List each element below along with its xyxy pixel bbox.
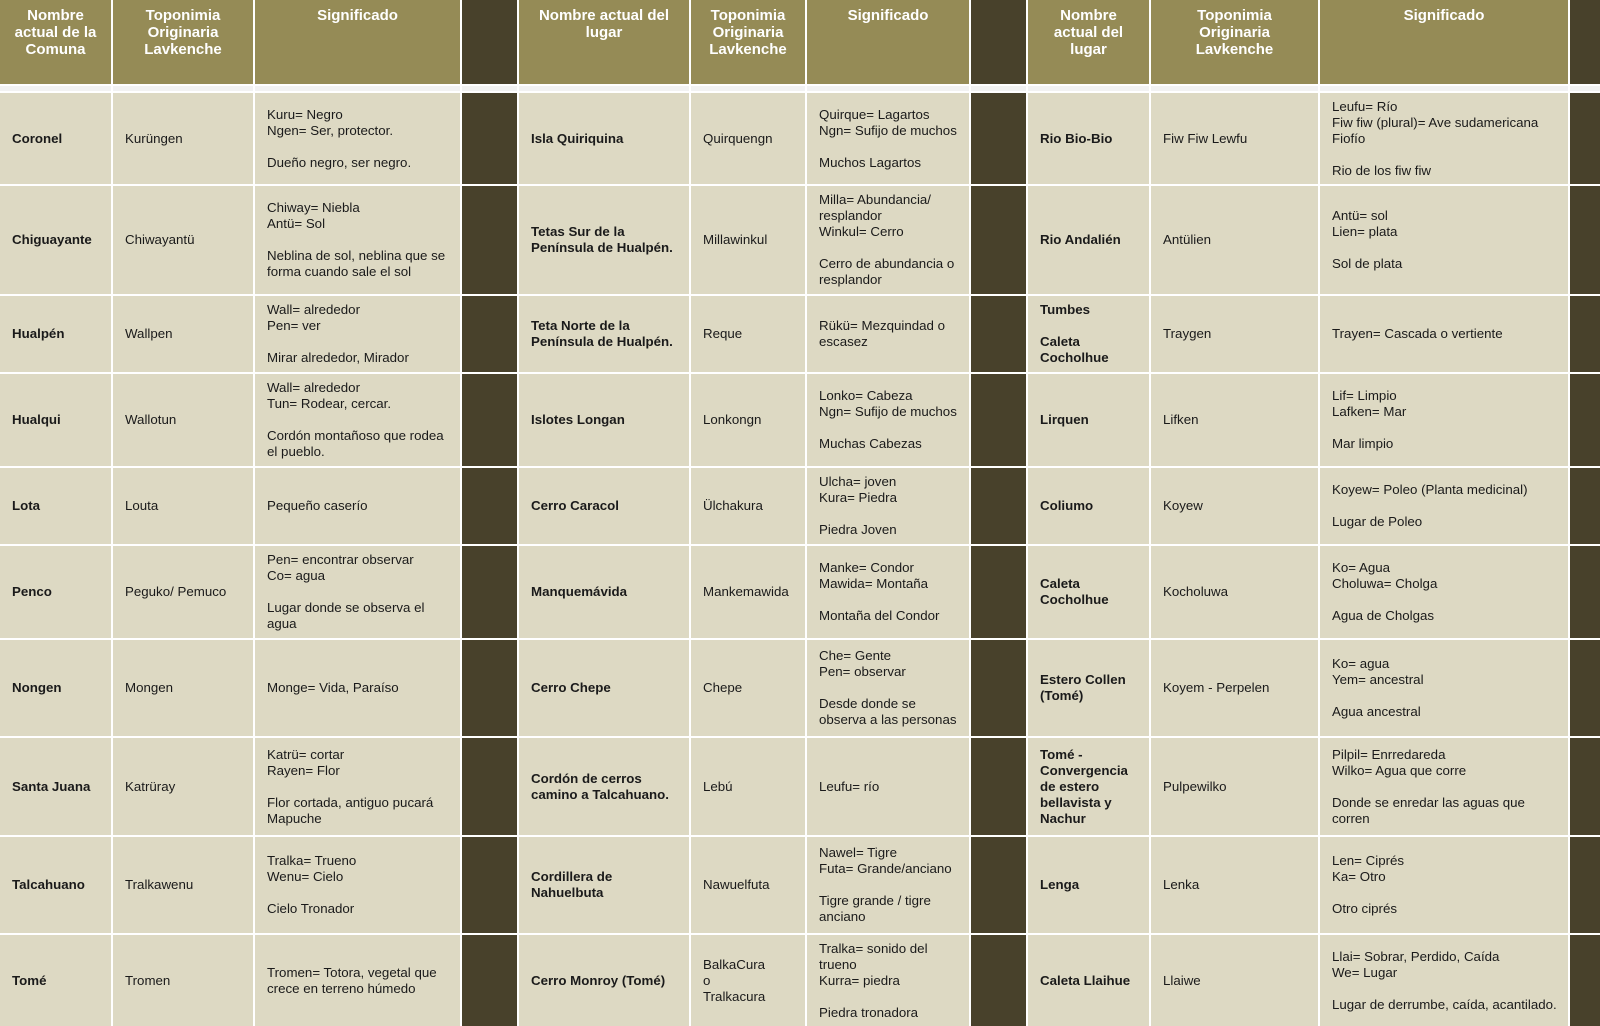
cell-original-toponym: Peguko/ Pemuco — [113, 546, 253, 638]
cell-original-toponym: Lifken — [1151, 374, 1318, 466]
separator-column — [462, 468, 517, 544]
cell-original-toponym: Kurüngen — [113, 93, 253, 184]
cell-original-toponym: Chepe — [691, 640, 805, 736]
header-original-toponym: Toponimia Originaria Lavkenche — [1151, 0, 1318, 84]
separator-column — [1570, 468, 1600, 544]
cell-meaning: Lonko= Cabeza Ngn= Sufijo de muchos Muchas Cabezas — [807, 374, 969, 466]
cell-original-toponym: Antülien — [1151, 186, 1318, 294]
cell-meaning: Tralka= Trueno Wenu= Cielo Cielo Tronador — [255, 837, 460, 933]
cell-current-name: Estero Collen (Tomé) — [1028, 640, 1149, 736]
cell-current-name: Isla Quiriquina — [519, 93, 689, 184]
cell-current-name: Cerro Monroy (Tomé) — [519, 935, 689, 1026]
cell-current-name: Tomé - Convergencia de estero bellavista y Nachur — [1028, 738, 1149, 835]
cell-current-name: Coronel — [0, 93, 111, 184]
separator-column — [462, 186, 517, 294]
cell-original-toponym: Lenka — [1151, 837, 1318, 933]
cell-current-name: Chiguayante — [0, 186, 111, 294]
cell-meaning: Pequeño caserío — [255, 468, 460, 544]
separator-column — [1570, 0, 1600, 84]
cell-current-name: Hualpén — [0, 296, 111, 372]
spacer — [1320, 86, 1568, 91]
cell-meaning: Antü= sol Lien= plata Sol de plata — [1320, 186, 1568, 294]
cell-original-toponym: Koyem - Perpelen — [1151, 640, 1318, 736]
cell-original-toponym: Reque — [691, 296, 805, 372]
cell-original-toponym: Kocholuwa — [1151, 546, 1318, 638]
cell-meaning: Rükü= Mezquindad o escasez — [807, 296, 969, 372]
header-meaning: Significado — [255, 0, 460, 84]
spacer — [807, 86, 969, 91]
cell-original-toponym: Katrüray — [113, 738, 253, 835]
header-original-toponym: Toponimia Originaria Lavkenche — [113, 0, 253, 84]
separator-column — [971, 935, 1026, 1026]
header-original-toponym: Toponimia Originaria Lavkenche — [691, 0, 805, 84]
separator-column — [462, 935, 517, 1026]
separator-column — [1570, 837, 1600, 933]
cell-meaning: Ulcha= joven Kura= Piedra Piedra Joven — [807, 468, 969, 544]
separator-column — [971, 296, 1026, 372]
spacer — [971, 86, 1026, 91]
cell-meaning: Ko= Agua Choluwa= Cholga Agua de Cholgas — [1320, 546, 1568, 638]
cell-current-name: Lirquen — [1028, 374, 1149, 466]
separator-column — [971, 640, 1026, 736]
spacer — [519, 86, 689, 91]
cell-meaning: Tralka= sonido del trueno Kurra= piedra Piedra tronadora — [807, 935, 969, 1026]
separator-column — [1570, 640, 1600, 736]
cell-meaning: Tromen= Totora, vegetal que crece en terreno húmedo — [255, 935, 460, 1026]
cell-current-name: Santa Juana — [0, 738, 111, 835]
cell-meaning: Llai= Sobrar, Perdido, Caída We= Lugar Lugar de derrumbe, caída, acantilado. — [1320, 935, 1568, 1026]
cell-original-toponym: Nawuelfuta — [691, 837, 805, 933]
cell-original-toponym: Fiw Fiw Lewfu — [1151, 93, 1318, 184]
separator-column — [1570, 374, 1600, 466]
spacer — [0, 86, 111, 91]
cell-current-name: Tomé — [0, 935, 111, 1026]
cell-meaning: Pen= encontrar observar Co= agua Lugar donde se observa el agua — [255, 546, 460, 638]
cell-current-name: Cerro Chepe — [519, 640, 689, 736]
cell-original-toponym: Mankemawida — [691, 546, 805, 638]
cell-meaning: Leufu= río — [807, 738, 969, 835]
cell-original-toponym: Tromen — [113, 935, 253, 1026]
cell-current-name: Talcahuano — [0, 837, 111, 933]
cell-meaning: Ko= agua Yem= ancestral Agua ancestral — [1320, 640, 1568, 736]
header-current-name: Nombre actual del lugar — [519, 0, 689, 84]
cell-current-name: Islotes Longan — [519, 374, 689, 466]
separator-column — [971, 546, 1026, 638]
cell-meaning: Milla= Abundancia/ resplandor Winkul= Cerro Cerro de abundancia o resplandor — [807, 186, 969, 294]
separator-column — [1570, 296, 1600, 372]
cell-meaning: Wall= alrededor Pen= ver Mirar alrededor, Mirador — [255, 296, 460, 372]
header-current-name: Nombre actual del lugar — [1028, 0, 1149, 84]
cell-current-name: Rio Andalién — [1028, 186, 1149, 294]
separator-column — [462, 0, 517, 84]
cell-meaning: Leufu= Río Fiw fiw (plural)= Ave sudamericana Fiofío Rio de los fiw fiw — [1320, 93, 1568, 184]
separator-column — [1570, 935, 1600, 1026]
cell-meaning: Katrü= cortar Rayen= Flor Flor cortada, antiguo pucará Mapuche — [255, 738, 460, 835]
cell-meaning: Nawel= Tigre Futa= Grande/anciano Tigre grande / tigre anciano — [807, 837, 969, 933]
cell-original-toponym: Wallpen — [113, 296, 253, 372]
cell-current-name: Teta Norte de la Península de Hualpén. — [519, 296, 689, 372]
cell-meaning: Manke= Condor Mawida= Montaña Montaña del Condor — [807, 546, 969, 638]
separator-column — [971, 837, 1026, 933]
cell-original-toponym: Koyew — [1151, 468, 1318, 544]
cell-current-name: Lenga — [1028, 837, 1149, 933]
cell-meaning: Che= Gente Pen= observar Desde donde se observa a las personas — [807, 640, 969, 736]
cell-meaning: Pilpil= Enrredareda Wilko= Agua que corre Donde se enredar las aguas que corren — [1320, 738, 1568, 835]
spacer — [113, 86, 253, 91]
separator-column — [971, 374, 1026, 466]
cell-original-toponym: Ülchakura — [691, 468, 805, 544]
spacer — [462, 86, 517, 91]
cell-current-name: Nongen — [0, 640, 111, 736]
cell-current-name: Coliumo — [1028, 468, 1149, 544]
separator-column — [462, 93, 517, 184]
spacer — [1151, 86, 1318, 91]
cell-original-toponym: Tralkawenu — [113, 837, 253, 933]
spacer — [1570, 86, 1600, 91]
cell-original-toponym: Llaiwe — [1151, 935, 1318, 1026]
cell-original-toponym: Quirquengn — [691, 93, 805, 184]
cell-original-toponym: Lonkongn — [691, 374, 805, 466]
cell-original-toponym: Lebú — [691, 738, 805, 835]
separator-column — [971, 468, 1026, 544]
cell-current-name: Lota — [0, 468, 111, 544]
separator-column — [1570, 186, 1600, 294]
header-meaning: Significado — [807, 0, 969, 84]
cell-meaning: Quirque= Lagartos Ngn= Sufijo de muchos Muchos Lagartos — [807, 93, 969, 184]
separator-column — [1570, 546, 1600, 638]
separator-column — [462, 640, 517, 736]
cell-meaning: Monge= Vida, Paraíso — [255, 640, 460, 736]
separator-column — [971, 93, 1026, 184]
header-current-name: Nombre actual de la Comuna — [0, 0, 111, 84]
cell-meaning: Chiway= Niebla Antü= Sol Neblina de sol, neblina que se forma cuando sale el sol — [255, 186, 460, 294]
separator-column — [462, 738, 517, 835]
separator-column — [971, 0, 1026, 84]
cell-original-toponym: Pulpewilko — [1151, 738, 1318, 835]
separator-column — [971, 738, 1026, 835]
cell-meaning: Koyew= Poleo (Planta medicinal) Lugar de Poleo — [1320, 468, 1568, 544]
cell-current-name: Cordón de cerros camino a Talcahuano. — [519, 738, 689, 835]
cell-meaning: Trayen= Cascada o vertiente — [1320, 296, 1568, 372]
cell-meaning: Kuru= Negro Ngen= Ser, protector. Dueño negro, ser negro. — [255, 93, 460, 184]
separator-column — [462, 546, 517, 638]
cell-original-toponym: Wallotun — [113, 374, 253, 466]
spacer — [691, 86, 805, 91]
spacer — [255, 86, 460, 91]
cell-current-name: Tetas Sur de la Península de Hualpén. — [519, 186, 689, 294]
cell-current-name: Caleta Llaihue — [1028, 935, 1149, 1026]
cell-current-name: Manquemávida — [519, 546, 689, 638]
cell-current-name: Cordillera de Nahuelbuta — [519, 837, 689, 933]
separator-column — [971, 186, 1026, 294]
separator-column — [462, 837, 517, 933]
cell-original-toponym: Louta — [113, 468, 253, 544]
header-meaning: Significado — [1320, 0, 1568, 84]
separator-column — [1570, 738, 1600, 835]
cell-original-toponym: Mongen — [113, 640, 253, 736]
separator-column — [1570, 93, 1600, 184]
cell-current-name: Rio Bio-Bio — [1028, 93, 1149, 184]
cell-current-name: Tumbes Caleta Cocholhue — [1028, 296, 1149, 372]
spacer — [1028, 86, 1149, 91]
cell-original-toponym: Traygen — [1151, 296, 1318, 372]
cell-original-toponym: Millawinkul — [691, 186, 805, 294]
cell-meaning: Len= Ciprés Ka= Otro Otro ciprés — [1320, 837, 1568, 933]
cell-original-toponym: Chiwayantü — [113, 186, 253, 294]
cell-current-name: Hualqui — [0, 374, 111, 466]
cell-current-name: Cerro Caracol — [519, 468, 689, 544]
separator-column — [462, 296, 517, 372]
cell-meaning: Lif= Limpio Lafken= Mar Mar limpio — [1320, 374, 1568, 466]
cell-current-name: Caleta Cocholhue — [1028, 546, 1149, 638]
separator-column — [462, 374, 517, 466]
cell-current-name: Penco — [0, 546, 111, 638]
cell-meaning: Wall= alrededor Tun= Rodear, cercar. Cordón montañoso que rodea el pueblo. — [255, 374, 460, 466]
cell-original-toponym: BalkaCura o Tralkacura — [691, 935, 805, 1026]
